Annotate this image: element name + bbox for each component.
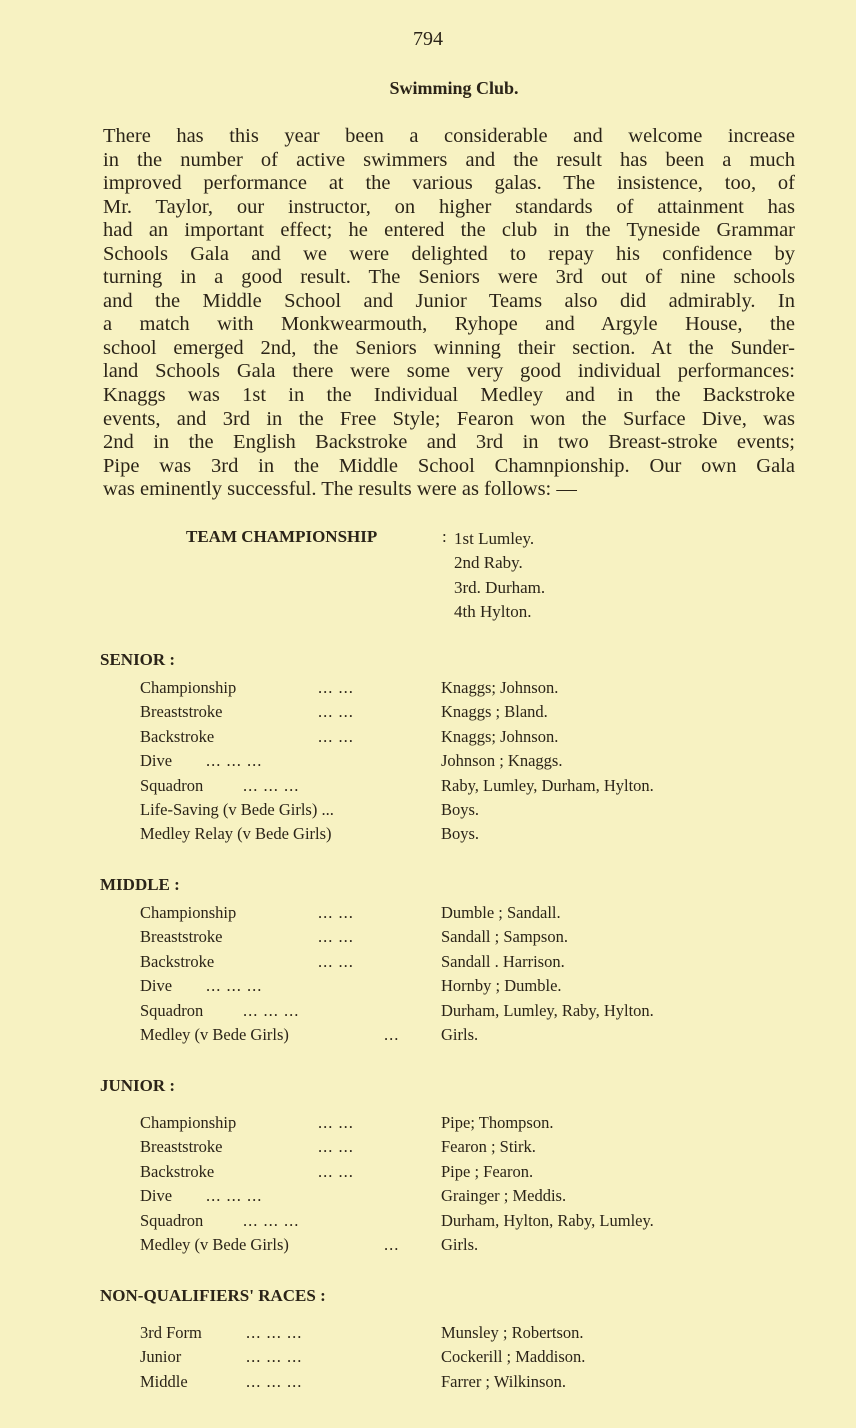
result-row <box>140 903 780 927</box>
paragraph-line: Mr. Taylor, our instructor, on higher standards of attainment has <box>103 195 795 218</box>
leader-dots: ... ... <box>318 678 354 697</box>
leader-dots: ... ... ... <box>243 1000 300 1020</box>
event-name: Championship <box>140 903 237 922</box>
event-name: Breaststroke <box>140 702 223 722</box>
leader-dots: ... ... ... <box>246 1323 303 1342</box>
event-result: Grainger ; Meddis. <box>441 1186 567 1206</box>
leader-dots: ... ... <box>318 1161 354 1181</box>
event-result: Hornby ; Dumble. <box>441 976 562 996</box>
team-place: 2nd Raby. <box>454 553 523 573</box>
result-row <box>140 952 780 976</box>
leader-dots: ... ... ... <box>246 1371 303 1391</box>
event-name: Squadron <box>140 1210 204 1230</box>
event-result: Johnson ; Knaggs. <box>441 751 563 771</box>
result-row <box>140 702 780 726</box>
result-row <box>140 927 780 951</box>
event-name: Breaststroke <box>140 1137 223 1157</box>
event-result: Farrer ; Wilkinson. <box>441 1371 567 1391</box>
event-result: Pipe; Thompson. <box>441 1113 554 1132</box>
leader-dots: ... ... <box>318 726 354 746</box>
non-qualifiers-results <box>140 1323 780 1396</box>
leader-dots: ... ... <box>318 1137 354 1157</box>
paragraph-line: Schools Gala and we were delighted to repay his confidence by <box>103 242 795 265</box>
result-row <box>140 776 780 800</box>
event-name: Medley (v Bede Girls) <box>140 1234 289 1254</box>
non-qualifiers-title: NON-QUALIFIERS' RACES : <box>100 1286 326 1305</box>
event-result: Durham, Hylton, Raby, Lumley. <box>441 1210 654 1230</box>
middle-results <box>140 903 780 1049</box>
paragraph-line: a match with Monkwearmouth, Ryhope and Argyle House, the <box>103 313 795 336</box>
result-row <box>140 1323 780 1347</box>
event-name: 3rd Form <box>140 1323 202 1342</box>
leader-dots: ... <box>384 1024 400 1044</box>
middle-title: MIDDLE : <box>100 875 180 894</box>
leader-dots: ... ... ... <box>206 976 263 996</box>
event-result: Knaggs; Johnson. <box>441 726 559 746</box>
result-row <box>140 1186 780 1210</box>
team-championship-label: TEAM CHAMPIONSHIP <box>186 527 378 546</box>
leader-dots: ... ... <box>318 702 354 722</box>
event-result: Knaggs ; Bland. <box>441 702 548 722</box>
event-result: Pipe ; Fearon. <box>441 1161 534 1181</box>
paragraph-line: school emerged 2nd, the Seniors winning their section. At the Sunder- <box>103 336 795 359</box>
paragraph-line: 2nd in the English Backstroke and 3rd in two Breast-stroke events; <box>103 431 795 454</box>
event-result: Sandall ; Sampson. <box>441 927 568 947</box>
paragraph-line: There has this year been a considerable and welcome increase <box>103 125 795 147</box>
event-result: Fearon ; Stirk. <box>441 1137 536 1157</box>
paragraph-line: land Schools Gala there were some very good individual performances: <box>103 360 795 383</box>
paragraph-line: Knaggs was 1st in the Individual Medley and in the Backstroke <box>103 384 795 407</box>
paragraph-line: and the Middle School and Junior Teams also did admirably. In <box>103 289 795 312</box>
leader-dots: ... <box>384 1234 400 1254</box>
paragraph-line: Pipe was 3rd in the Middle School Chamnpionship. Our own Gala <box>103 454 795 477</box>
event-result: Durham, Lumley, Raby, Hylton. <box>441 1000 654 1020</box>
team-place: 3rd. Durham. <box>454 577 546 597</box>
result-row <box>140 824 780 848</box>
event-name: Medley Relay (v Bede Girls) <box>140 824 332 844</box>
result-row <box>140 1025 780 1049</box>
leader-dots: ... ... ... <box>246 1347 303 1367</box>
senior-results <box>140 678 780 849</box>
paragraph-line: was eminently successful. The results were as follows: — <box>103 478 577 501</box>
result-row <box>140 678 780 702</box>
result-row <box>140 727 780 751</box>
result-row <box>140 1211 780 1235</box>
team-places <box>454 527 545 625</box>
paragraph-line: events, and 3rd in the Free Style; Fearon won the Surface Dive, was <box>103 407 795 430</box>
event-name: Dive <box>140 1186 173 1206</box>
result-row <box>140 1137 780 1161</box>
leader-dots: ... ... ... <box>206 1186 263 1206</box>
paragraph-line: improved performance at the various galas. The insistence, too, of <box>103 172 795 195</box>
event-result: Girls. <box>441 1234 479 1254</box>
senior-title: SENIOR : <box>100 650 176 669</box>
event-name: Life-Saving (v Bede Girls) ... <box>140 799 334 819</box>
event-name: Championship <box>140 1113 237 1132</box>
leader-dots: ... ... <box>318 1113 354 1132</box>
result-row <box>140 976 780 1000</box>
paragraph-line: turning in a good result. The Seniors were 3rd out of nine schools <box>103 266 795 289</box>
result-row <box>140 1235 780 1259</box>
team-place: 4th Hylton. <box>454 602 532 622</box>
result-row <box>140 1113 780 1137</box>
result-row <box>140 1001 780 1025</box>
leader-dots: ... ... <box>318 903 354 922</box>
event-result: Girls. <box>441 1024 479 1044</box>
event-name: Championship <box>140 678 237 697</box>
event-result: Cockerill ; Maddison. <box>441 1347 586 1367</box>
result-row <box>140 751 780 775</box>
leader-dots: ... ... ... <box>206 751 263 771</box>
event-name: Middle <box>140 1371 188 1391</box>
event-name: Squadron <box>140 775 204 795</box>
event-result: Knaggs; Johnson. <box>441 678 559 697</box>
event-result: Munsley ; Robertson. <box>441 1323 584 1342</box>
team-place: 1st Lumley. <box>454 529 535 548</box>
leader-dots: ... ... <box>318 927 354 947</box>
event-result: Boys. <box>441 824 480 844</box>
event-name: Medley (v Bede Girls) <box>140 1024 289 1044</box>
section-heading: Swimming Club. <box>389 78 519 98</box>
junior-results <box>140 1113 780 1259</box>
leader-dots: ... ... <box>318 951 354 971</box>
event-name: Backstroke <box>140 726 215 746</box>
paragraph-line: had an important effect; he entered the club in the Tyneside Grammar <box>103 219 795 242</box>
leader-dots: ... ... ... <box>243 1210 300 1230</box>
leader-dots: ... ... ... <box>243 775 300 795</box>
page-number: 794 <box>413 28 443 50</box>
result-row <box>140 1372 780 1396</box>
event-name: Breaststroke <box>140 927 223 947</box>
event-name: Backstroke <box>140 1161 215 1181</box>
event-result: Boys. <box>441 799 480 819</box>
team-championship-colon: : <box>442 527 447 546</box>
event-name: Dive <box>140 976 173 996</box>
event-name: Backstroke <box>140 951 215 971</box>
result-row <box>140 800 780 824</box>
event-result: Raby, Lumley, Durham, Hylton. <box>441 775 654 795</box>
event-name: Dive <box>140 751 173 771</box>
event-name: Squadron <box>140 1000 204 1020</box>
result-row <box>140 1162 780 1186</box>
result-row <box>140 1347 780 1371</box>
intro-paragraph <box>103 125 795 502</box>
event-name: Junior <box>140 1347 182 1367</box>
event-result: Dumble ; Sandall. <box>441 903 561 922</box>
paragraph-line: in the number of active swimmers and the result has been a much <box>103 148 795 171</box>
junior-title: JUNIOR : <box>100 1076 176 1095</box>
event-result: Sandall . Harrison. <box>441 951 565 971</box>
